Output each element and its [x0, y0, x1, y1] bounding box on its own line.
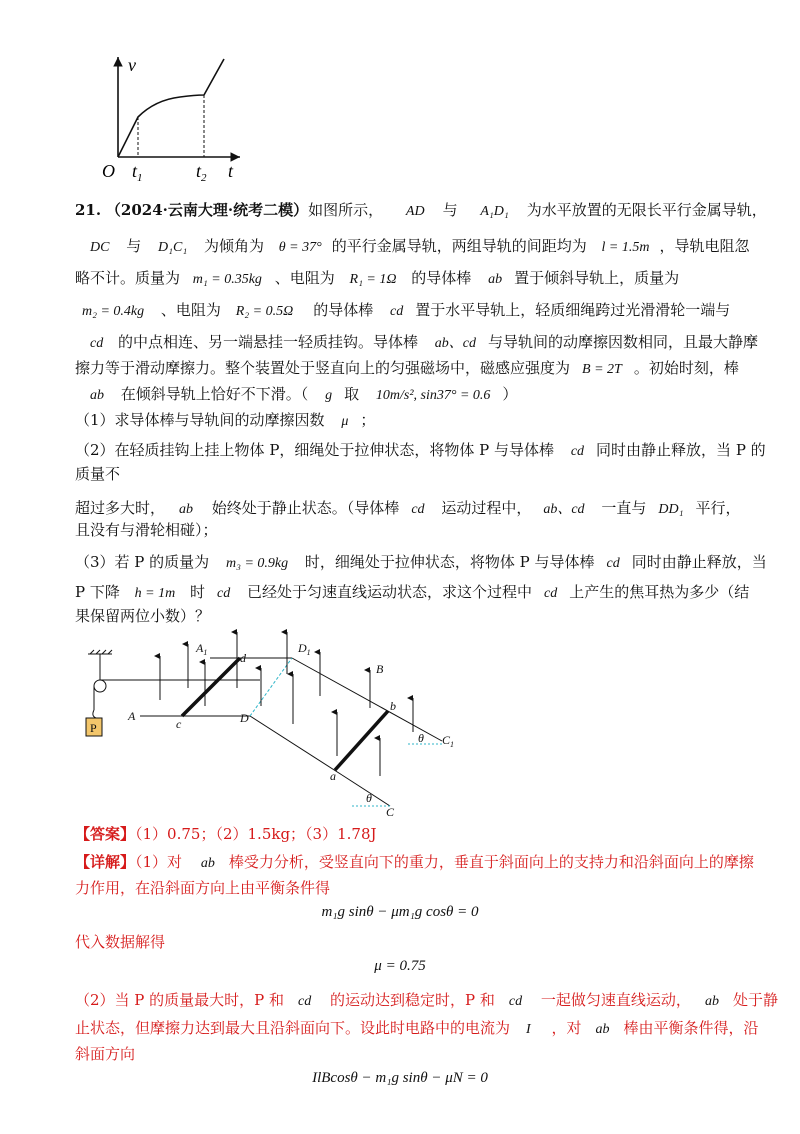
origin-label: O — [102, 161, 115, 181]
svg-text:B: B — [376, 662, 384, 676]
part-3-line-2: P 下降 h = 1m 时 cd 已经处于匀速直线运动状态，求这个过程中 cd 上产生的焦耳热为多少（结 — [75, 583, 750, 601]
svg-text:A1: $A_1$ — [196, 641, 208, 657]
equation-2: μ = 0.75 — [374, 958, 426, 974]
detail-line-3: 代入数据解得 — [75, 933, 166, 951]
t1-label: $t_1$ — [132, 161, 143, 184]
question-line-4: m₂ = 0.4kg 、电阻为 R₂ = 0.5Ω 的导体棒 cd 置于水平导轨上，轻质细绳跨过光滑滑轮一端与 — [82, 301, 731, 319]
detail-line-4: （2）当 P 的质量最大时，P 和 cd 的运动达到稳定时，P 和 cd 一起做匀速直线运动， ab 处于静 — [75, 991, 778, 1009]
equation-3: IlBcosθ − m₁g sinθ − μN = 0 — [312, 1070, 488, 1086]
svg-text:a: a — [330, 769, 336, 783]
answer-line: 【答案】（1）0.75；（2）1.5kg；（3）1.78J — [75, 825, 377, 843]
svg-text:d: d — [240, 651, 246, 665]
question-line-5: cd 的中点相连、另一端悬挂一轻质挂钩。导体棒 ab、cd 与导轨间的动摩擦因数相同，且最大静摩 — [90, 333, 759, 351]
detail-line-1: 【详解】（1）对 ab 棒受力分析，受竖直向下的重力，垂直于斜面向上的支持力和沿斜面向上的摩擦 — [75, 853, 754, 871]
part-2-line-3: 超过多大时， ab 始终处于静止状态。（导体棒 cd 运动过程中， ab、cd 一直与 DD₁ 平行， — [75, 499, 741, 517]
v-label: v — [128, 55, 136, 75]
svg-text:C1: $C_1$ — [442, 733, 455, 749]
part-3-line-1: （3）若 P 的质量为 m₃ = 0.9kg 时，细绳处于拉伸状态，将物体 P 与导体棒 cd 同时由静止释放，当 — [75, 553, 767, 571]
t-label: t — [228, 161, 234, 181]
apparatus-figure — [80, 628, 470, 818]
t2-label: $t_2$ — [196, 161, 207, 184]
part-2-line-4: 且没有与滑轮相碰）； — [75, 521, 218, 539]
part-1: （1）求导体棒与导轨间的动摩擦因数 μ ； — [75, 411, 376, 429]
svg-text:A: A — [128, 709, 136, 723]
svg-text:C: C — [386, 805, 395, 818]
part-2-line-2: 质量不 — [75, 465, 121, 483]
equation-1: m₁g sinθ − μm₁g cosθ = 0 — [321, 904, 479, 920]
question-line-6: 擦力等于滑动摩擦力。整个装置处于竖直向上的匀强磁场中，磁感应强度为 B = 2T 。初始时刻，棒 — [75, 359, 739, 377]
svg-text:D1: $D_1$ — [298, 641, 311, 657]
detail-line-2: 力作用，在沿斜面方向上由平衡条件得 — [75, 879, 331, 897]
detail-line-5: 止状态，但摩擦力达到最大且沿斜面向下。设此时电路中的电流为 I ，对 ab 棒由平衡条件得，沿 — [75, 1019, 759, 1037]
question-line-2: DC 与 D₁C₁ 为倾角为 θ = 37° 的平行金属导轨，两组导轨的间距均为 l = 1.5m ，导轨电阻忽 — [90, 237, 750, 255]
svg-text:c: c — [176, 717, 182, 731]
svg-text:θ: θ — [418, 731, 424, 745]
vt-graph — [100, 45, 260, 185]
part-2-line-1: （2）在轻质挂钩上挂上物体 P，细绳处于拉伸状态，将物体 P 与导体棒 cd 同时由静止释放，当 P 的 — [75, 441, 766, 459]
svg-text:P: P — [90, 721, 97, 735]
detail-line-6: 斜面方向 — [75, 1045, 136, 1063]
question-line-1: 21. （2024·云南大理·统考二模）如图所示， AD 与 A₁D₁ 为水平放置的无限长平行金属导轨， — [75, 201, 767, 219]
svg-text:b: b — [390, 699, 396, 713]
svg-text:θ: θ — [366, 791, 372, 805]
part-3-line-3: 果保留两位小数）？ — [75, 607, 211, 625]
question-line-3: 略不计。质量为 m₁ = 0.35kg 、电阻为 R₁ = 1Ω 的导体棒 ab 置于倾斜导轨上，质量为 — [75, 269, 680, 287]
svg-text:D: D — [240, 711, 249, 725]
question-line-7: ab 在倾斜导轨上恰好不下滑。（ g 取 10m/s², sin37° = 0.6 ） — [90, 385, 518, 403]
